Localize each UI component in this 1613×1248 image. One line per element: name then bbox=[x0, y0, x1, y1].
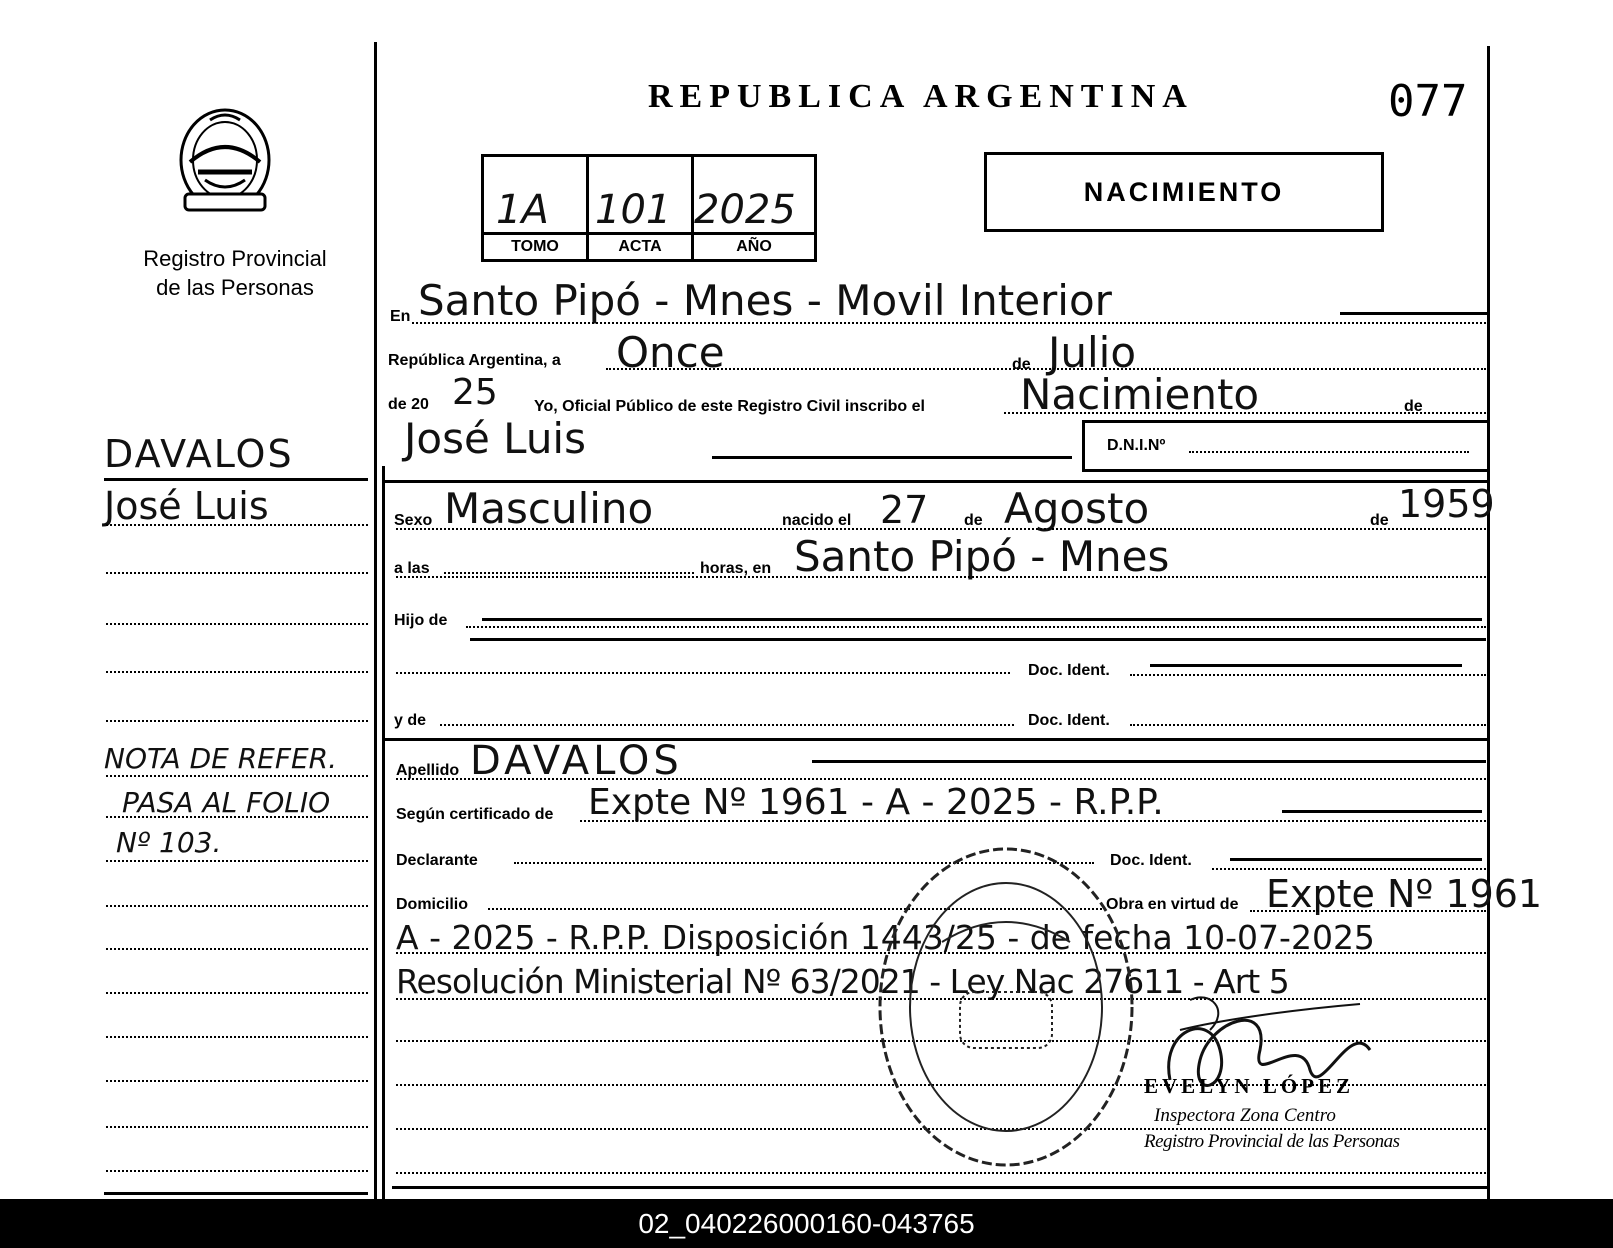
day-value: Once bbox=[616, 328, 725, 377]
margin-note-line1: NOTA DE REFER. bbox=[104, 742, 338, 775]
acta-label: ACTA bbox=[589, 232, 691, 259]
signatory-role: Inspectora Zona Centro bbox=[1154, 1105, 1336, 1126]
alas-dotted-line bbox=[396, 576, 1486, 578]
official-stamp-icon bbox=[872, 842, 1140, 1172]
provincial-seal-icon bbox=[170, 102, 280, 220]
signatory-name: EVELYN LÓPEZ bbox=[1144, 1074, 1355, 1098]
margin-line bbox=[106, 992, 368, 994]
record-box bbox=[481, 154, 817, 262]
doc1-underline bbox=[1150, 664, 1462, 667]
act-type: NACIMIENTO bbox=[1083, 177, 1285, 207]
margin-given-names: José Luis bbox=[104, 484, 269, 528]
margin-line bbox=[106, 572, 368, 574]
segun-label: Según certificado de bbox=[396, 806, 554, 823]
registry-name bbox=[120, 244, 350, 302]
dni-dotted-line bbox=[1189, 451, 1469, 453]
act-type-box bbox=[984, 152, 1384, 232]
en-dotted-line bbox=[412, 322, 1486, 324]
obra-dotted-line bbox=[1250, 910, 1486, 912]
doc3-dotted-line bbox=[1212, 868, 1486, 870]
madre-dotted-line bbox=[440, 724, 1014, 726]
margin-line bbox=[106, 948, 368, 950]
margin-surname: DAVALOS bbox=[104, 432, 294, 476]
margin-bottom-rule bbox=[104, 1192, 368, 1195]
domicilio-label: Domicilio bbox=[396, 896, 469, 913]
margin-line bbox=[106, 775, 368, 777]
birth-year: 1959 bbox=[1398, 482, 1495, 526]
doc1-dotted-line bbox=[1130, 674, 1486, 676]
acta-value: 101 bbox=[595, 187, 672, 233]
nacido-label: nacido el bbox=[782, 512, 852, 529]
yde-label: y de bbox=[394, 712, 427, 729]
obra-label: Obra en virtud de bbox=[1106, 896, 1239, 913]
margin-line bbox=[106, 720, 368, 722]
de4-label: de bbox=[1370, 512, 1389, 529]
de-label: de bbox=[1012, 356, 1031, 373]
de3-label: de bbox=[964, 512, 983, 529]
signatory-office: Registro Provincial de las Personas bbox=[1144, 1131, 1400, 1152]
doc-ident-label-3: Doc. Ident. bbox=[1110, 852, 1192, 869]
horas-label: horas, en bbox=[700, 560, 772, 577]
section-rule bbox=[384, 480, 1488, 483]
margin-divider bbox=[104, 478, 368, 481]
bottom-rule bbox=[392, 1186, 1488, 1189]
apellido-dotted-line bbox=[396, 778, 1486, 780]
declarante-label: Declarante bbox=[396, 852, 478, 869]
margin-line bbox=[106, 1080, 368, 1082]
name-underline bbox=[712, 456, 1072, 459]
margin-line bbox=[106, 860, 368, 862]
padre-dotted-line bbox=[396, 672, 1010, 674]
acta-cell bbox=[589, 157, 694, 259]
obra-value: Expte Nº 1961 bbox=[1266, 872, 1543, 916]
tomo-label: TOMO bbox=[484, 232, 586, 259]
anio-cell bbox=[694, 157, 814, 259]
apellido-label: Apellido bbox=[396, 762, 460, 779]
anio-label: AÑO bbox=[694, 232, 814, 259]
dni-box bbox=[1082, 420, 1490, 472]
segun-value: Expte Nº 1961 - A - 2025 - R.P.P. bbox=[588, 782, 1164, 823]
doc-ident-label-1: Doc. Ident. bbox=[1028, 662, 1110, 679]
birth-place: Santo Pipó - Mnes bbox=[794, 532, 1170, 581]
birth-month: Agosto bbox=[1004, 484, 1150, 533]
de20-label: de 20 bbox=[388, 396, 429, 413]
margin-line bbox=[106, 671, 368, 673]
dni-label: D.N.I.Nº bbox=[1107, 437, 1166, 454]
sexo-label: Sexo bbox=[394, 512, 433, 529]
segun-underline bbox=[1282, 810, 1482, 813]
obra-line2: A - 2025 - R.P.P. Disposición 1443/25 - de fecha 10-07-2025 bbox=[396, 918, 1375, 957]
document-code-bar bbox=[0, 1199, 1613, 1248]
margin-note-line2: PASA AL FOLIO bbox=[122, 786, 331, 819]
margin-line bbox=[106, 905, 368, 907]
doc-ident-label-2: Doc. Ident. bbox=[1028, 712, 1110, 729]
name-value: José Luis bbox=[404, 414, 586, 463]
sexo-dotted-line bbox=[396, 528, 1486, 530]
margin-line bbox=[106, 1036, 368, 1038]
inscribo-dotted-line bbox=[1004, 412, 1486, 414]
hijo-rule bbox=[470, 638, 1486, 641]
tomo-cell bbox=[484, 157, 589, 259]
obra-line3: Resolución Ministerial Nº 63/2021 - Ley Nac 27611 - Art 5 bbox=[396, 962, 1289, 1001]
left-frame-line bbox=[374, 42, 377, 1199]
margin-note-line3: Nº 103. bbox=[116, 826, 222, 859]
inner-frame-line bbox=[382, 466, 385, 1199]
en-underline bbox=[1340, 312, 1488, 315]
sexo-value: Masculino bbox=[444, 484, 654, 533]
doc2-dotted-line bbox=[1130, 724, 1486, 726]
de2-label: de bbox=[1404, 398, 1423, 415]
document-code: 02_040226000160-043765 bbox=[638, 1208, 975, 1239]
year-value: 25 bbox=[452, 372, 498, 413]
signatory-block bbox=[1144, 1074, 1424, 1153]
registry-name-line2: de las Personas bbox=[156, 275, 314, 300]
registry-name-line1: Registro Provincial bbox=[143, 246, 327, 271]
hora-dotted-line bbox=[444, 572, 694, 574]
margin-line bbox=[106, 1126, 368, 1128]
en-value: Santo Pipó - Mnes - Movil Interior bbox=[418, 276, 1112, 325]
month-value: Julio bbox=[1048, 328, 1137, 377]
margin-line bbox=[106, 524, 368, 526]
alas-label: a las bbox=[394, 560, 430, 577]
hijo-label: Hijo de bbox=[394, 612, 448, 629]
segun-dotted-line bbox=[580, 820, 1486, 822]
hijo-underline bbox=[482, 618, 1482, 621]
margin-line bbox=[106, 623, 368, 625]
tomo-value: 1A bbox=[496, 187, 549, 233]
anio-value: 2025 bbox=[694, 187, 796, 233]
right-frame-line bbox=[1487, 46, 1490, 1199]
country-title: REPUBLICA ARGENTINA bbox=[648, 78, 1194, 115]
en-label: En bbox=[390, 308, 411, 325]
hijo-dotted-line bbox=[466, 626, 1486, 628]
apellido-value: DAVALOS bbox=[470, 738, 683, 784]
republica-label: República Argentina, a bbox=[388, 352, 561, 369]
margin-line bbox=[106, 1170, 368, 1172]
doc3-underline bbox=[1230, 858, 1482, 861]
inscribo-value: Nacimiento bbox=[1020, 370, 1260, 419]
apellido-underline bbox=[812, 760, 1486, 763]
margin-line bbox=[106, 816, 368, 818]
birth-day: 27 bbox=[880, 488, 929, 532]
yo-label: Yo, Oficial Público de este Registro Civil inscribo el bbox=[534, 398, 925, 415]
folio-number: 077 bbox=[1388, 76, 1468, 127]
cont-line-6 bbox=[396, 1172, 1486, 1174]
